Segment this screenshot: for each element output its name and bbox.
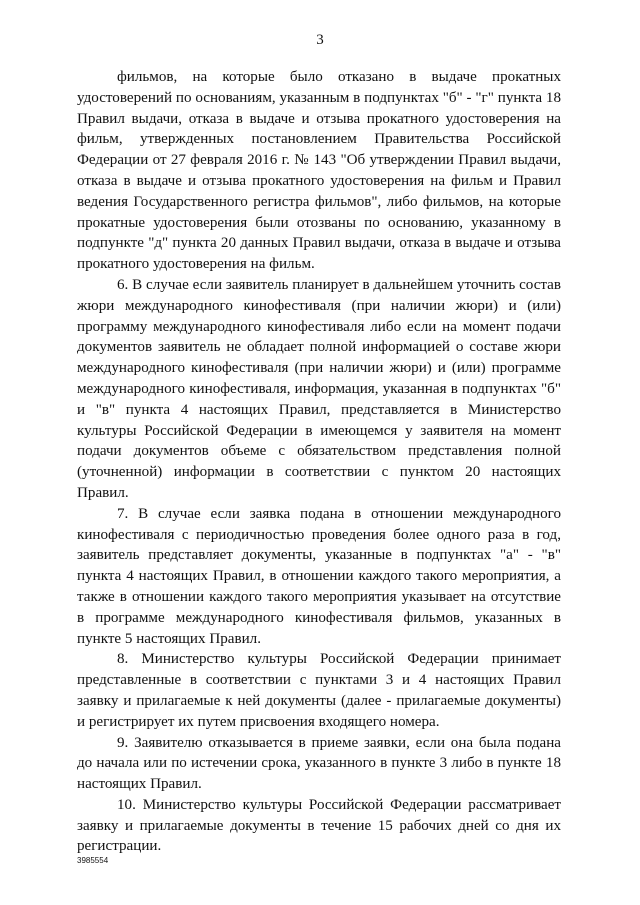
document-body	[77, 67, 561, 857]
paragraph-10: 10. Министерство культуры Российской Федерации рассматривает заявку и прилагаемые документы в течение 15 рабочих дней со дня их регистрации.	[77, 796, 561, 855]
paragraph-continuation: фильмов, на которые было отказано в выдаче прокатных удостоверений по основаниям, указанным в подпунктах "б" - "г" пункта 18 Правил выдачи, отказа в выдаче и отзыва прокатного удостоверения на фильм, утвержденных постановлением Правительства Российской Федерации от 27 февраля 2016 г. № 143 "Об утверждении Правил выдачи, отказа в выдаче и отзыва прокатного удостоверения на фильм и Правил ведения Государственного регистра фильмов", либо фильмов, на которые прокатные удостоверения были отозваны по основанию, указанному в подпункте "д" пункта 20 данных Правил выдачи, отказа в выдаче и отзыва прокатного удостоверения на фильм.	[77, 69, 561, 273]
paragraph-6: 6. В случае если заявитель планирует в дальнейшем уточнить состав жюри международного кинофестиваля (при наличии жюри) и (или) программу международного кинофестиваля либо если на момент подачи документов заявитель не обладает полной информацией о составе жюри международного кинофестиваля (при наличии жюри) и (или) программе международного кинофестиваля, информация, указанная в подпунктах "б" и "в" пункта 4 настоящих Правил, представляется в Министерство культуры Российской Федерации в имеющемся у заявителя на момент подачи документов объеме с обязательством представления полной (уточненной) информации в соответствии с пунктом 20 настоящих Правил.	[77, 276, 561, 501]
paragraph-7: 7. В случае если заявка подана в отношении международного кинофестиваля с периодичностью проведения более одного раза в год, заявитель представляет документы, указанные в подпунктах "а" - "в" пункта 4 настоящих Правил, в отношении каждого такого мероприятия, а также в отношении каждого такого мероприятия указывает на отсутствие в программе международного кинофестиваля фильмов, указанных в пункте 5 настоящих Правил.	[77, 505, 561, 647]
document-id: 3985554	[77, 856, 109, 865]
paragraph-8: 8. Министерство культуры Российской Федерации принимает представленные в соответствии с пунктами 3 и 4 настоящих Правил заявку и прилагаемые к ней документы (далее - прилагаемые документы) и регистрирует их путем присвоения входящего номера.	[77, 651, 561, 730]
page-number: 3	[316, 32, 324, 48]
paragraph-9: 9. Заявителю отказывается в приеме заявки, если она была подана до начала или по истечении срока, указанного в пункте 3 либо в пункте 18 настоящих Правил.	[77, 734, 561, 793]
